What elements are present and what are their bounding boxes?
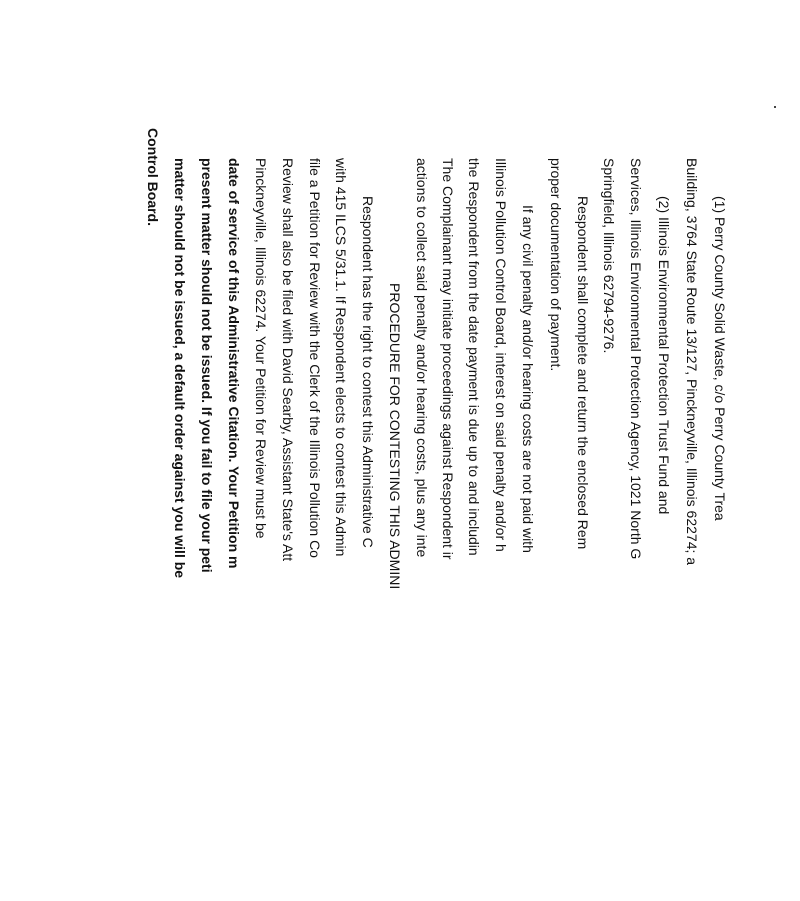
line-07: proper documentation of payment.	[548, 158, 564, 372]
line-08: If any civil penalty and/or hearing costs are not paid with	[520, 205, 536, 553]
line-16: file a Petition for Review with the Clerk of the Illinois Pollution Co	[307, 158, 323, 558]
line-20-bold: present matter should not be issued. If you fail to file your peti	[199, 158, 215, 573]
line-17: Review shall also be filed with David Searby, Assistant State's Att	[280, 158, 296, 562]
line-03: (2) Illinois Environmental Protection Trust Fund and	[656, 196, 672, 515]
line-19-bold: date of service of this Administrative Citation. Your Petition m	[226, 158, 242, 569]
line-10: the Respondent from the date payment is due up to and includin	[466, 158, 482, 556]
line-05: Springfield, Illinois 62794-9276.	[601, 158, 617, 354]
line-15: with 415 ILCS 5/31.1. If Respondent elects to contest this Admin	[333, 158, 349, 557]
line-09: Illinois Pollution Control Board, interest on said penalty and/or h	[493, 158, 509, 552]
line-06: Respondent shall complete and return the enclosed Rem	[575, 196, 591, 550]
line-11: The Complainant may initiate proceedings against Respondent ir	[440, 158, 456, 560]
line-12: actions to collect said penalty and/or hearing costs, plus any inte	[414, 158, 430, 558]
line-21-bold: matter should not be issued, a default order against you will be	[172, 158, 188, 579]
line-04: Services, Illinois Environmental Protection Agency, 1021 North G	[628, 158, 644, 560]
line-01: (1) Perry County Solid Waste, c/o Perry County Trea	[712, 196, 728, 521]
line-02: Building, 3764 State Route 13/127, Pinckneyville, Illinois 62274; a	[684, 158, 700, 566]
line-22-bold: Control Board.	[145, 128, 161, 226]
line-14: Respondent has the right to contest this Administrative C	[360, 196, 376, 548]
line-18: Pinckneyville, Illinois 62274. Your Petition for Review must be	[253, 158, 269, 539]
section-heading-procedure: PROCEDURE FOR CONTESTING THIS ADMINI	[387, 283, 403, 590]
